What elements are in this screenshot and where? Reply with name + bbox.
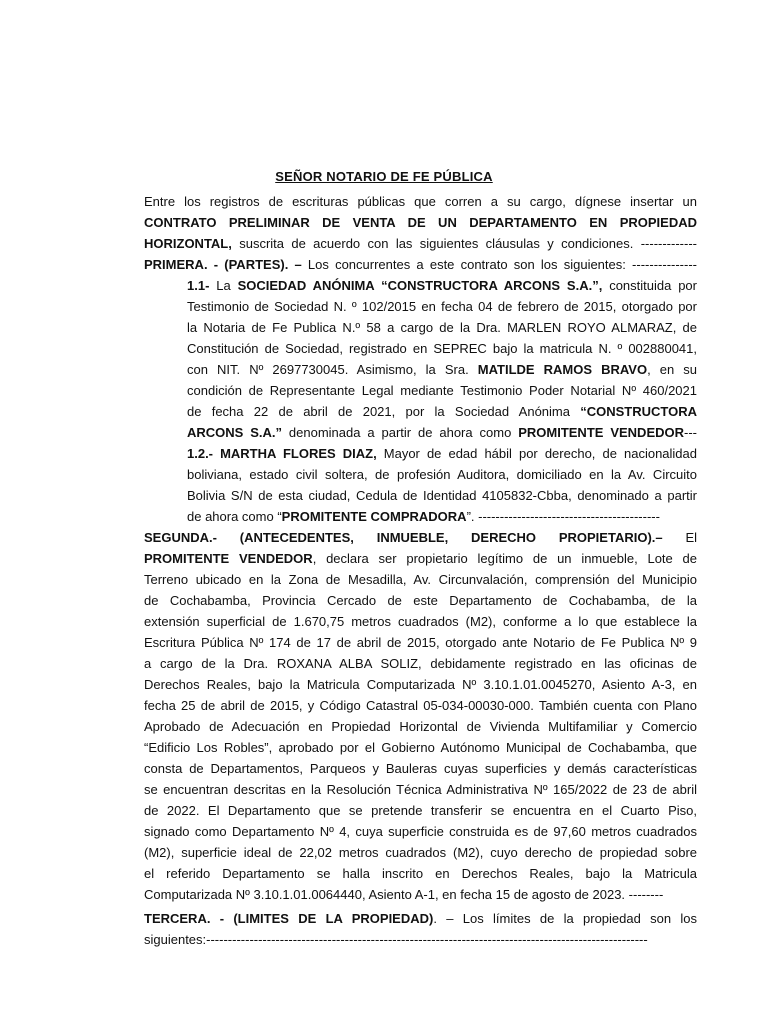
text-line [187, 402, 697, 422]
document-title: SEÑOR NOTARIO DE FE PÚBLICA [275, 169, 493, 184]
text-line [187, 360, 697, 380]
text-run: , en su [647, 362, 697, 377]
text-run: Constitución de Sociedad, registrado en SEPREC bajo la matricula N. º 002880041, [187, 341, 697, 356]
text-line [144, 675, 697, 695]
text-line [144, 633, 697, 653]
text-line [144, 570, 697, 590]
text-line [144, 930, 697, 950]
bold-text: TERCERA. - (LIMITES DE LA PROPIEDAD) [144, 911, 434, 926]
text-line [144, 549, 697, 569]
text-line [187, 444, 697, 464]
text-run: la Notaria de Fe Publica N.º 58 a cargo de la Dra. MARLEN ROYO ALMARAZ, de [187, 320, 697, 335]
text-run: Mayor de edad hábil por derecho, de nacionalidad [376, 446, 697, 461]
text-run: signado como Departamento Nº 4, cuya superficie construida es de 97,60 metros cuadrados [144, 824, 697, 839]
text-run: “Edificio Los Robles”, aprobado por el Gobierno Autónomo Municipal de Cochabamba, que [144, 740, 697, 755]
text-line [144, 843, 697, 863]
text-run: se encuentran descritas en la Resolución Técnica Administrativa Nº 165/2022 de 23 de abril [144, 782, 697, 797]
bold-text: SOCIEDAD ANÓNIMA “CONSTRUCTORA ARCONS S.A.”, [237, 278, 603, 293]
text-line [144, 528, 697, 548]
bold-text: 1.2.- MARTHA FLORES DIAZ, [187, 446, 377, 461]
text-run: denominada a partir de ahora como [282, 425, 519, 440]
text-run: , declara ser propietario legítimo de un inmueble, Lote de [312, 551, 697, 566]
bold-text: PROMITENTE VENDEDOR [518, 425, 685, 440]
text-line [144, 696, 697, 716]
text-run: condición de Representante Legal mediante Testimonio Poder Notarial Nº 460/2021 [187, 383, 697, 398]
text-run: El [662, 530, 697, 545]
text-run: Terreno ubicado en la Zona de Mesadilla, Av. Circunvalación, comprensión del Municipio [144, 572, 697, 587]
text-run: Bolivia S/N de esta ciudad, Cedula de Identidad 4105832-Cbba, denominado a partir [187, 488, 697, 503]
text-run: ”. ------------------------------------------ [466, 509, 660, 524]
bold-text: PRIMERA. - (PARTES). – [144, 257, 302, 272]
text-run: Escritura Pública Nº 174 de 17 de abril de 2015, otorgado ante Notario de Fe Publica Nº 9 [144, 635, 697, 650]
text-line [144, 864, 697, 884]
text-line [187, 465, 697, 485]
text-run: constituida por [602, 278, 697, 293]
text-run: extensión superficial de 1.670,75 metros cuadrados (M2), conforme a lo que establece la [144, 614, 697, 629]
text-run: Entre los registros de escrituras públicas que corren a su cargo, dígnese insertar un [144, 194, 697, 209]
bold-text: PROMITENTE VENDEDOR [144, 551, 313, 566]
text-line [144, 213, 697, 233]
text-line [144, 780, 697, 800]
text-line [144, 738, 697, 758]
text-run: La [209, 278, 238, 293]
text-run: el referido Departamento se halla inscrito en Derechos Reales, bajo la Matricula [144, 866, 697, 881]
bold-text: SEGUNDA.- (ANTECEDENTES, INMUEBLE, DERECHO PROPIETARIO).– [144, 530, 663, 545]
text-line [187, 486, 697, 506]
bold-text: HORIZONTAL, [144, 236, 232, 251]
text-run: de 2022. El Departamento que se pretende transferir se encuentra en el Cuarto Piso, [144, 803, 697, 818]
text-run: fecha 25 de abril de 2015, y Código Catastral 05-034-00030-000. También cuenta con Plano [144, 698, 697, 713]
text-run: siguientes:------------------------------------------------------------------------------------------------------ [144, 932, 648, 947]
text-run: de Cochabamba, Provincia Cercado de este Departamento de Cochabamba, de la [144, 593, 697, 608]
text-run: Testimonio de Sociedad N. º 102/2015 en fecha 04 de febrero de 2015, otorgado por [187, 299, 697, 314]
text-run: Computarizada Nº 3.10.1.01.0064440, Asiento A-1, en fecha 15 de agosto de 2023. -------- [144, 887, 664, 902]
text-run: Los concurrentes a este contrato son los siguientes: --------------- [301, 257, 697, 272]
text-run: (M2), superficie ideal de 22,02 metros cuadrados (M2), cuyo derecho de propiedad sobre [144, 845, 697, 860]
text-run: . – Los límites de la propiedad son los [433, 911, 697, 926]
bold-text: CONTRATO PRELIMINAR DE VENTA DE UN DEPARTAMENTO EN PROPIEDAD [144, 215, 697, 230]
text-run: --- [684, 425, 697, 440]
bold-text: 1.1- [187, 278, 210, 293]
text-line [187, 423, 697, 443]
text-line [144, 192, 697, 212]
text-line [187, 381, 697, 401]
text-line [187, 507, 697, 527]
text-line [144, 909, 697, 929]
text-line [187, 276, 697, 296]
text-line [187, 339, 697, 359]
text-line [144, 822, 697, 842]
bold-text: MATILDE RAMOS BRAVO [477, 362, 648, 377]
text-line [144, 612, 697, 632]
text-run: Aprobado de Adecuación en Propiedad Horizontal de Vivienda Multifamiliar y Comercio [144, 719, 697, 734]
text-line [144, 759, 697, 779]
text-run: de ahora como “ [187, 509, 282, 524]
text-line [187, 297, 697, 317]
text-run: a cargo de la Dra. ROXANA ALBA SOLIZ, debidamente registrado en las oficinas de [144, 656, 697, 671]
text-run: con NIT. Nº 2697730045. Asimismo, la Sra. [187, 362, 478, 377]
text-line [187, 318, 697, 338]
bold-text: “CONSTRUCTORA [580, 404, 697, 419]
text-line [144, 801, 697, 821]
text-line [144, 255, 697, 275]
text-line [144, 591, 697, 611]
bold-text: ARCONS S.A.” [187, 425, 283, 440]
text-run: de fecha 22 de abril de 2021, por la Sociedad Anónima [187, 404, 581, 419]
text-line [144, 234, 697, 254]
text-run: Derechos Reales, bajo la Matricula Computarizada Nº 3.10.1.01.0045270, Asiento A-3, en [144, 677, 697, 692]
bold-text: PROMITENTE COMPRADORA [281, 509, 467, 524]
text-line [144, 654, 697, 674]
text-run: consta de Departamentos, Parqueos y Bauleras cuyas superficies y demás características [144, 761, 697, 776]
text-run: suscrita de acuerdo con las siguientes cláusulas y condiciones. ------------- [231, 236, 697, 251]
text-run: boliviana, estado civil soltera, de profesión Auditora, domiciliado en la Av. Circuito [187, 467, 697, 482]
text-line [144, 885, 697, 905]
text-line [144, 717, 697, 737]
